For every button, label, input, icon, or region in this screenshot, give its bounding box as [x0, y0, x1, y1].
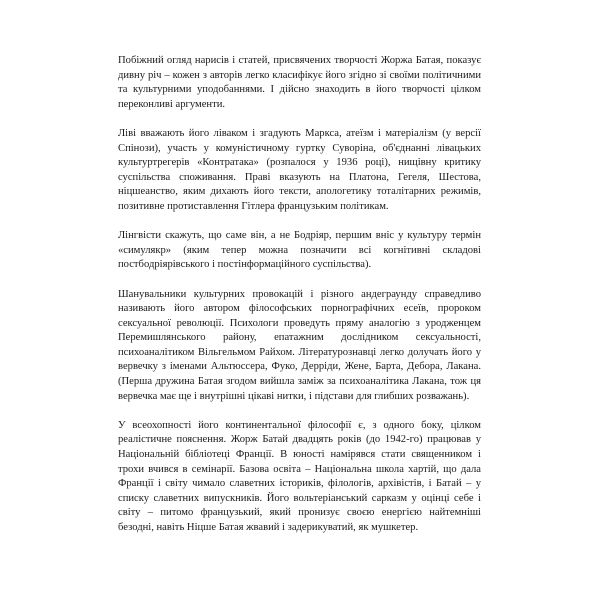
paragraph-4: Шанувальники культурних провокацій і різного андеграунду справедливо називають його автором філософських порнографічних есеїв, пророком сексуальної революції. Психологи проведуть пряму аналогію з уродженцем Перемишлянського району, епатажним дослідником сексуальності, психоаналітиком Вільгельмом Райхом. Літературознавці легко долучать його у вервечку з іменами Альтюссера, Фуко, Дерріди, Жене, Барта, Дебора, Лакана. (Перша дружина Батая згодом вийшла заміж за психоаналітика Лакана, тож ця вервечка має ще і внутрішні цікаві нитки, і підстави для глибших розважань).: [118, 288, 481, 402]
paragraph-1: Побіжний огляд нарисів і статей, присвячених творчості Жоржа Батая, показує дивну річ – кожен з авторів легко класифікує його згідно зі своїми політичними та культурними уподобаннями. І дійсно знаходить в його творчості цілком переконливі аргументи.: [118, 55, 481, 110]
paragraph-5: У всеохопності його континентальної філософії є, з одного боку, цілком реалістичне пояснення. Жорж Батай двадцять років (до 1942-го) працював у Національній бібліотеці Франції. В юності намірявся стати священником і трохи вчився в семінарії. Базова освіта – Національна школа хартій, що дала Франції і світу чимало славетних істориків, філологів, архівістів, і Батай – у списку славетних випускників. Його вольтеріанський сарказм у оцінці себе і світу – питомо французький, який пронизує своєю енергією найтемніші безодні, навіть Ніцше Батая жвавий і задерикуватий, як мушкетер.: [118, 419, 481, 533]
body-text: [118, 54, 481, 550]
paragraph-3: Лінгвісти скажуть, що саме він, а не Бодріяр, першим вніс у культуру термін «симулякр» (яким тепер можна позначити всі когнітивні складові постбодріярівського і постінформаційного суспільства).: [118, 230, 481, 271]
paragraph-2: Ліві вважають його ліваком і згадують Маркса, атеїзм і матеріалізм (у версії Спінози), участь у комуністичному гуртку Суворіна, об'єднанні лівацьких культуртрегерів «Контратака» (розпалося у 1936 році), нищівну критику суспільства споживання. Праві вказують на Платона, Гегеля, Шестова, ніцшеанство, яким дихають його тексти, апологетику тоталітарних режимів, позитивне протиставлення Гітлера французьким політикам.: [118, 127, 481, 212]
